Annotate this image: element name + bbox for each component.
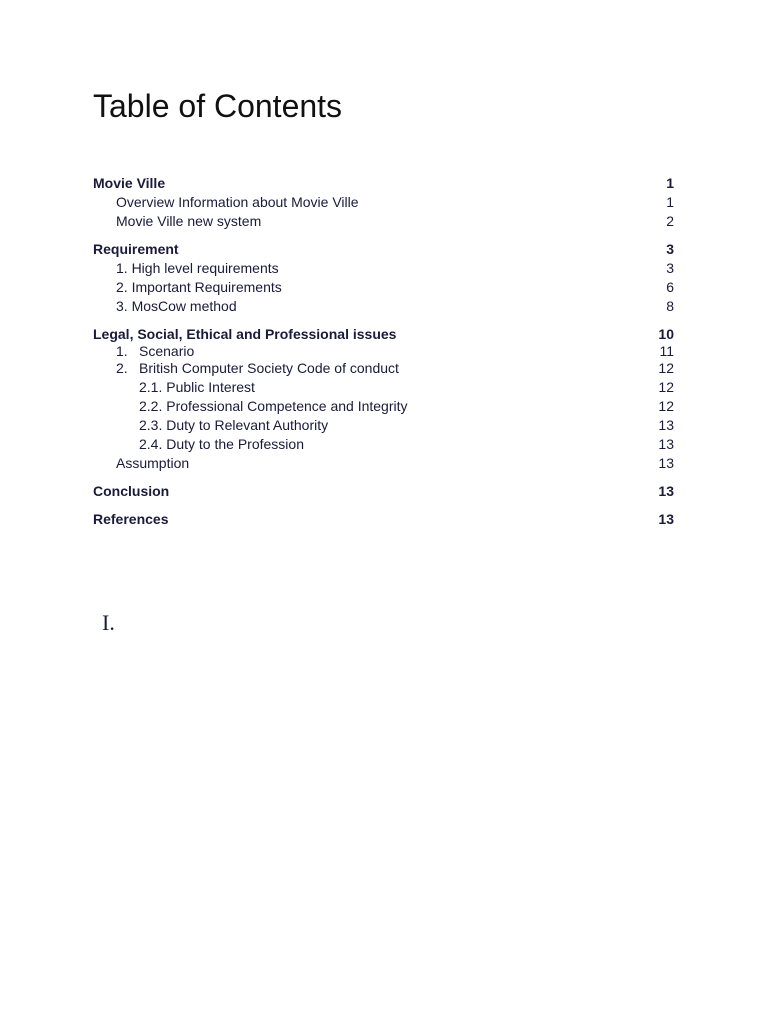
toc-entry-important[interactable] — [93, 278, 674, 297]
toc-entry-label: 2. Important Requirements — [116, 279, 282, 295]
toc-entry-label: 1. High level requirements — [116, 260, 279, 276]
toc-entry-moscow[interactable] — [93, 297, 674, 316]
toc-entry-page: 13 — [658, 455, 674, 471]
toc-entry-number: 2. — [116, 360, 128, 376]
section-numeral: I. — [102, 610, 115, 635]
toc-entry-page: 3 — [666, 260, 674, 276]
toc-entry-page: 6 — [666, 279, 674, 295]
toc-entry-legal[interactable] — [93, 325, 674, 344]
toc-entry-label: Overview Information about Movie Ville — [116, 194, 359, 210]
toc-entry-page: 1 — [666, 175, 674, 191]
toc-entry-label: Legal, Social, Ethical and Professional issues — [93, 326, 397, 342]
toc-entry-page: 13 — [658, 511, 674, 527]
page-title: Table of Contents — [93, 88, 343, 124]
toc-entry-label — [93, 344, 194, 359]
toc-entry-page: 12 — [658, 398, 674, 414]
toc-entry-new-system[interactable] — [93, 212, 674, 231]
toc-entry-competence[interactable] — [93, 397, 674, 416]
toc-entry-movie-ville[interactable] — [93, 174, 674, 193]
toc-entry-label: 2.2. Professional Competence and Integrity — [139, 398, 408, 414]
toc-entry-references[interactable] — [93, 510, 674, 529]
toc-entry-high-level[interactable] — [93, 259, 674, 278]
toc-entry-label — [93, 359, 399, 378]
toc-entry-authority[interactable] — [93, 416, 674, 435]
toc-entry-page: 3 — [666, 241, 674, 257]
toc-entry-label: Conclusion — [93, 483, 170, 499]
toc-entry-page: 12 — [658, 379, 674, 395]
toc-entry-page: 8 — [666, 298, 674, 314]
toc-entry-conclusion[interactable] — [93, 482, 674, 501]
toc-entry-label: 3. MosCow method — [116, 298, 237, 314]
toc-entry-page: 13 — [658, 417, 674, 433]
toc-entry-page: 12 — [658, 360, 674, 376]
toc-entry-label: 2.4. Duty to the Profession — [139, 436, 304, 452]
toc-entry-page: 2 — [666, 213, 674, 229]
toc-entry-label: 2.1. Public Interest — [139, 379, 255, 395]
toc-entry-label: Movie Ville — [93, 175, 166, 191]
toc-entry-profession[interactable] — [93, 435, 674, 454]
toc-entry-page: 13 — [658, 436, 674, 452]
toc-entry-label: Requirement — [93, 241, 179, 257]
toc-entry-assumption[interactable] — [93, 454, 674, 473]
toc-entry-page: 1 — [666, 194, 674, 210]
toc-entry-label: 2.3. Duty to Relevant Authority — [139, 417, 329, 433]
toc-entry-number: 1. — [116, 343, 128, 359]
toc-entry-text: Scenario — [139, 343, 195, 359]
toc-entry-scenario[interactable] — [93, 344, 674, 359]
toc-entry-label: Movie Ville new system — [116, 213, 262, 229]
toc-entry-requirement[interactable] — [93, 240, 674, 259]
toc-entry-page: 11 — [659, 343, 674, 359]
toc-list — [93, 174, 674, 529]
toc-entry-label: Assumption — [116, 455, 190, 471]
toc-entry-public-interest[interactable] — [93, 378, 674, 397]
toc-entry-overview[interactable] — [93, 193, 674, 212]
toc-entry-label: References — [93, 511, 169, 527]
toc-entry-bcs-code[interactable] — [93, 359, 674, 378]
toc-entry-page: 10 — [658, 326, 674, 342]
toc-entry-page: 13 — [658, 483, 674, 499]
toc-entry-text: British Computer Society Code of conduct — [139, 360, 399, 376]
